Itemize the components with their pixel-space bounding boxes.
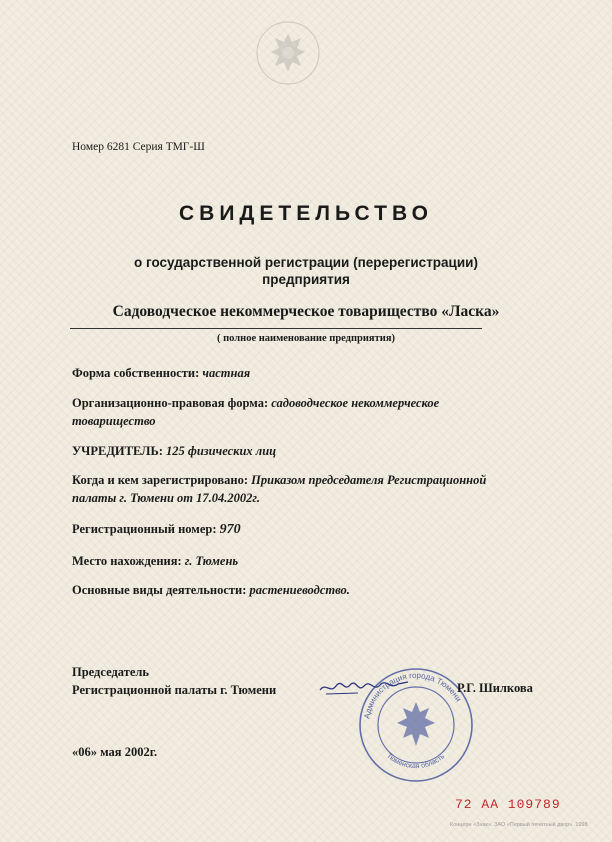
field-label: Регистрационный номер: bbox=[72, 522, 217, 536]
field-value: 970 bbox=[219, 522, 241, 537]
field-label: Когда и кем зарегистрировано: bbox=[72, 473, 249, 487]
field-label: Форма собственности: bbox=[72, 366, 200, 380]
svg-text:Тюменская область bbox=[385, 752, 446, 770]
handwritten-signature bbox=[318, 672, 410, 702]
field-registration-number bbox=[72, 520, 241, 539]
number-series-line bbox=[72, 141, 205, 153]
field-location bbox=[72, 552, 238, 570]
subtitle-line-1: о государственной регистрации (перерегистрации) bbox=[134, 255, 478, 270]
field-value: частная bbox=[202, 366, 251, 380]
field-value: г. Тюмень bbox=[184, 554, 239, 568]
field-legal-form bbox=[72, 394, 512, 430]
signatory-name: Р.Г. Шилкова bbox=[457, 681, 533, 695]
field-ownership-form bbox=[72, 364, 250, 382]
number-label: Номер bbox=[72, 141, 104, 153]
number-value: 6281 bbox=[106, 141, 130, 153]
signatory-line-2: Регистрационной палаты г. Тюмени bbox=[72, 683, 277, 697]
document-subtitle bbox=[0, 254, 612, 288]
field-value: Приказом председателя Регистрационной палаты г. Тюмени от 17.04.2002г. bbox=[72, 473, 487, 505]
stamp-lower-text: Тюменская область bbox=[385, 752, 447, 771]
organization-name: Садоводческое некоммерческое товарищество «Ласка» bbox=[112, 303, 500, 320]
serial-number: 72 АА 109789 bbox=[455, 797, 561, 812]
field-label: Место нахождения: bbox=[72, 554, 182, 568]
organization-underline bbox=[70, 328, 482, 329]
eagle-emblem-icon bbox=[255, 20, 321, 86]
field-value: 125 физических лиц bbox=[166, 444, 277, 458]
field-label: Основные виды деятельности: bbox=[72, 583, 247, 597]
field-registered-by bbox=[72, 471, 512, 507]
signatory-title bbox=[72, 663, 276, 699]
signatory-line-1: Председатель bbox=[72, 665, 150, 679]
field-label: Организационно-правовая форма: bbox=[72, 396, 269, 410]
series-value: ТМГ-Ш bbox=[165, 141, 205, 153]
field-value: растениеводство. bbox=[249, 583, 350, 597]
issue-date: «06» мая 2002г. bbox=[72, 745, 158, 759]
series-label: Серия bbox=[132, 141, 163, 153]
document-title: СВИДЕТЕЛЬСТВО bbox=[179, 202, 433, 225]
field-activities bbox=[72, 581, 350, 599]
field-value: садоводческое некоммерческое товарищество bbox=[72, 396, 440, 428]
organization-caption: ( полное наименование предприятия) bbox=[217, 333, 395, 344]
subtitle-line-2: предприятия bbox=[262, 272, 350, 287]
field-founder bbox=[72, 442, 276, 460]
stamp-ring-text: Администрация города Тюмени bbox=[362, 670, 464, 720]
field-label: УЧРЕДИТЕЛЬ: bbox=[72, 444, 163, 458]
printer-imprint: Концерн «Знак». ЗАО «Первый печатный двор». 1998 bbox=[450, 822, 588, 828]
